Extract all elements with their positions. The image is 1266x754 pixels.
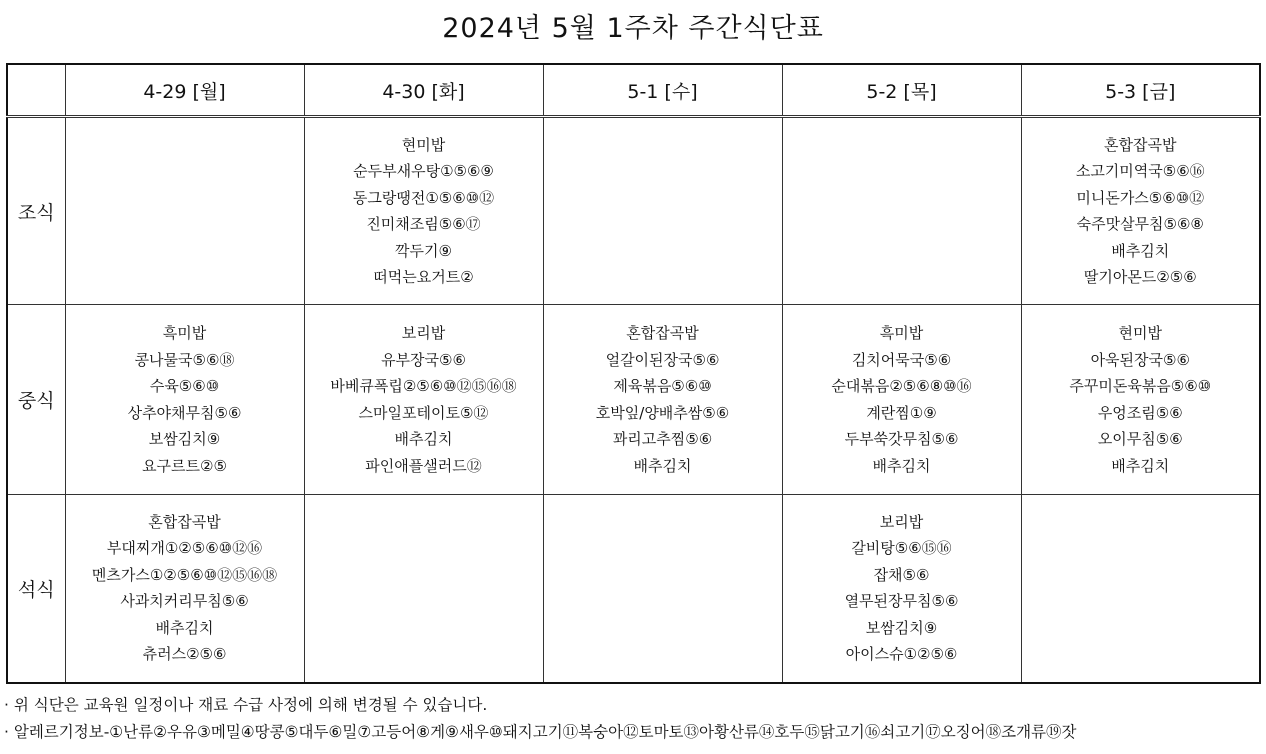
menu-item: 얼갈이된장국⑤⑥ xyxy=(605,350,720,369)
menu-item: 혼합잡곡밥 xyxy=(1104,135,1177,154)
menu-item: 순두부새우탕①⑤⑥⑨ xyxy=(353,162,494,180)
menu-item: 계란찜①⑨ xyxy=(866,403,937,422)
menu-cell xyxy=(543,117,782,305)
menu-item: 아욱된장국⑤⑥ xyxy=(1090,350,1190,369)
menu-item: 보쌈김치⑨ xyxy=(865,618,938,637)
menu-item: 깍두기⑨ xyxy=(395,241,452,260)
menu-item: 떠먹는요거트② xyxy=(373,268,474,286)
menu-item: 상추야채무침⑤⑥ xyxy=(127,403,242,422)
menu-item: 숙주맛살무침⑤⑥⑧ xyxy=(1076,215,1204,233)
menu-cell xyxy=(1021,495,1260,683)
menu-cell xyxy=(304,117,543,305)
menu-item: 현미밥 xyxy=(1118,324,1162,342)
menu-item: 소고기미역국⑤⑥⑯ xyxy=(1075,162,1205,180)
menu-item: 배추김치 xyxy=(394,430,453,448)
menu-item: 동그랑땡전①⑤⑥⑩⑫ xyxy=(352,188,495,207)
menu-cell xyxy=(304,495,543,683)
menu-cell xyxy=(65,117,304,305)
menu-item: 수육⑤⑥⑩ xyxy=(149,377,220,395)
menu-item: 우엉조림⑤⑥ xyxy=(1097,403,1183,422)
menu-item: 두부쑥갓무침⑤⑥ xyxy=(844,430,959,448)
meal-label: 조식 xyxy=(7,117,65,305)
menu-cell xyxy=(1021,305,1260,495)
menu-item: 순대볶음②⑤⑥⑧⑩⑯ xyxy=(831,377,972,395)
menu-item: 배추김치 xyxy=(1111,456,1170,475)
menu-item: 사과치커리무침⑤⑥ xyxy=(120,592,249,611)
day-header: 5-2 [목] xyxy=(782,64,1021,117)
meal-row-lunch xyxy=(7,305,1260,495)
menu-item: 파인애플샐러드⑫ xyxy=(365,456,482,475)
menu-item: 김치어묵국⑤⑥ xyxy=(851,350,952,369)
menu-item: 흑미밥 xyxy=(162,324,207,342)
day-header: 5-1 [수] xyxy=(543,64,782,117)
menu-item: 갈비탕⑤⑥⑮⑯ xyxy=(851,539,952,558)
day-header: 4-30 [화] xyxy=(304,64,543,117)
menu-item: 혼합잡곡밥 xyxy=(626,324,699,342)
menu-item: 현미밥 xyxy=(401,135,446,154)
menu-item: 배추김치 xyxy=(633,456,692,475)
menu-item: 꽈리고추찜⑤⑥ xyxy=(612,430,713,448)
menu-item: 잡채⑤⑥ xyxy=(873,565,930,584)
menu-item: 배추김치 xyxy=(155,618,214,637)
menu-item: 열무된장무침⑤⑥ xyxy=(844,592,959,611)
menu-cell xyxy=(782,117,1021,305)
menu-item: 딸기아몬드②⑤⑥ xyxy=(1083,268,1197,286)
day-header: 4-29 [월] xyxy=(65,64,304,117)
menu-item: 보리밥 xyxy=(879,512,924,531)
page-title: 2024년 5월 1주차 주간식단표 xyxy=(442,13,824,44)
menu-item: 오이무침⑤⑥ xyxy=(1097,430,1183,448)
menu-cell xyxy=(65,495,304,683)
day-header: 5-3 [금] xyxy=(1021,64,1260,117)
menu-item: 스마일포테이토⑤⑫ xyxy=(358,403,489,422)
menu-item: 츄러스②⑤⑥ xyxy=(142,645,227,664)
note-allergy-info: · 알레르기정보-①난류②우유③메밀④땅콩⑤대두⑥밀⑦고등어⑧게⑨새우⑩돼지고기⑪복숭아⑫토마토⑬아황산류⑭호두⑮닭고기⑯쇠고기⑰오징어⑱조개류⑲잣 xyxy=(4,723,1077,741)
menu-item: 부대찌개①②⑤⑥⑩⑫⑯ xyxy=(106,539,263,558)
meal-label: 중식 xyxy=(7,305,65,495)
menu-item: 유부장국⑤⑥ xyxy=(381,350,466,369)
menu-item: 배추김치 xyxy=(1111,241,1170,260)
menu-item: 주꾸미돈육볶음⑤⑥⑩ xyxy=(1069,377,1212,395)
meal-row-dinner xyxy=(7,495,1260,683)
day-header-row xyxy=(7,64,1260,117)
menu-item: 제육볶음⑤⑥⑩ xyxy=(613,377,712,395)
menu-cell xyxy=(543,495,782,683)
menu-item: 콩나물국⑤⑥⑱ xyxy=(134,350,235,369)
menu-cell xyxy=(543,305,782,495)
menu-cell xyxy=(782,305,1021,495)
menu-item: 배추김치 xyxy=(872,456,931,475)
menu-item: 흑미밥 xyxy=(879,324,924,342)
menu-item: 요구르트②⑤ xyxy=(142,456,227,475)
menu-item: 바베큐폭립②⑤⑥⑩⑫⑮⑯⑱ xyxy=(330,377,517,395)
menu-item: 미니돈가스⑤⑥⑩⑫ xyxy=(1076,188,1205,207)
corner-cell xyxy=(7,64,65,117)
menu-item: 혼합잡곡밥 xyxy=(148,512,221,531)
meal-label: 석식 xyxy=(7,495,65,683)
menu-cell xyxy=(304,305,543,495)
meal-row-breakfast xyxy=(7,117,1260,305)
menu-cell xyxy=(65,305,304,495)
menu-item: 보리밥 xyxy=(401,324,446,342)
menu-item: 아이스슈①②⑤⑥ xyxy=(845,645,958,664)
weekly-menu-table xyxy=(6,63,1261,684)
notes xyxy=(4,692,1262,746)
menu-cell xyxy=(1021,117,1260,305)
menu-item: 보쌈김치⑨ xyxy=(148,430,221,448)
menu-item: 멘츠가스①②⑤⑥⑩⑫⑮⑯⑱ xyxy=(91,565,278,584)
menu-cell xyxy=(782,495,1021,683)
note-schedule-change: · 위 식단은 교육원 일정이나 재료 수급 사정에 의해 변경될 수 있습니다. xyxy=(4,696,488,714)
menu-item: 진미채조림⑤⑥⑰ xyxy=(366,215,481,233)
menu-item: 호박잎/양배추쌈⑤⑥ xyxy=(595,403,730,422)
